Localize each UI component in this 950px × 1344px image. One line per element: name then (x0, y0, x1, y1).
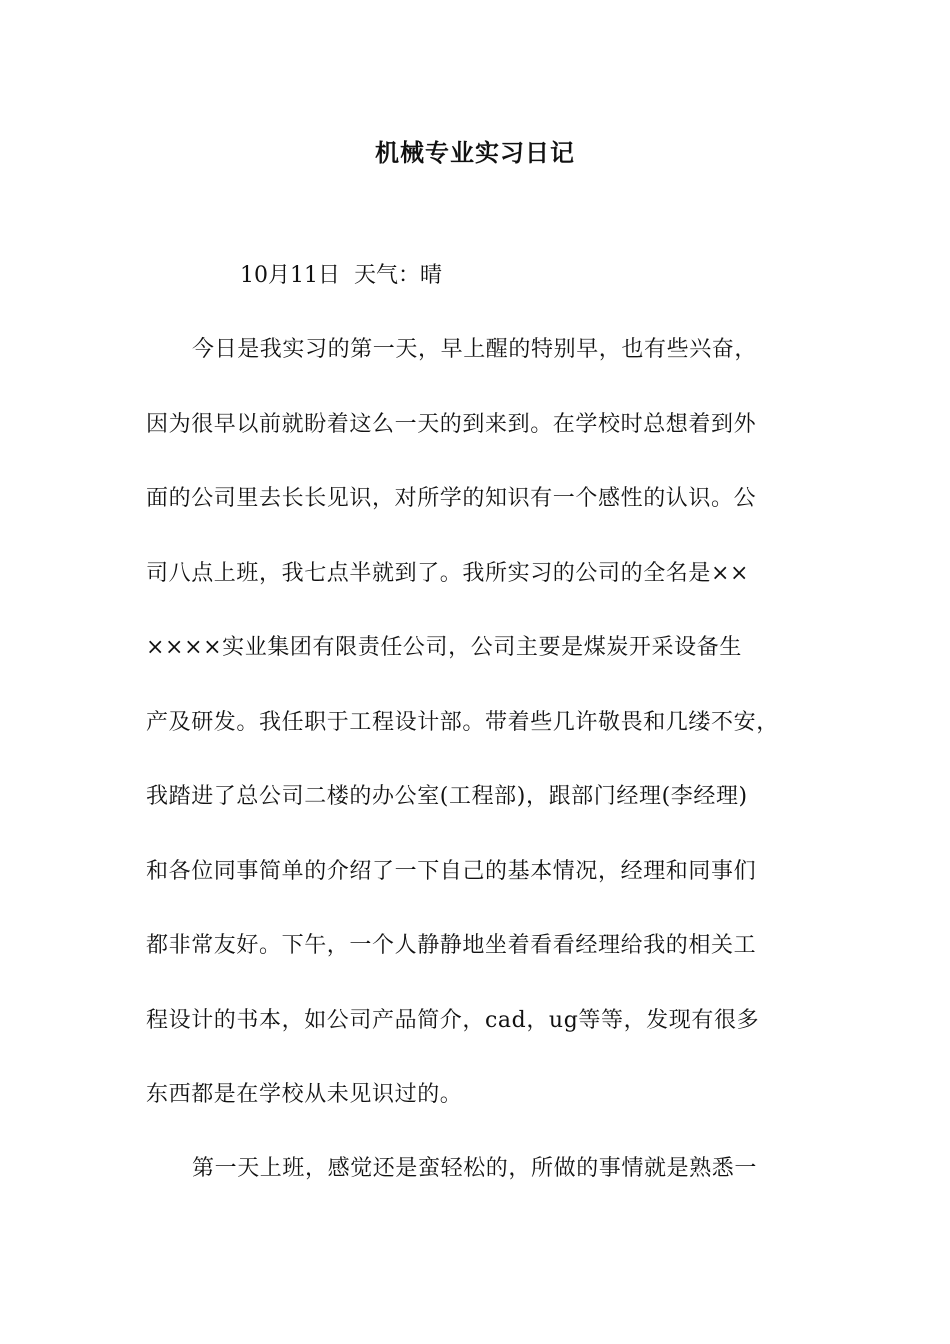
text-line: 因为很早以前就盼着这么一天的到来到。在学校时总想着到外 (146, 411, 757, 437)
text-line: 我踏进了总公司二楼的办公室(工程部)，跟部门经理(李经理) (146, 784, 748, 809)
text-line: 程设计的书本，如公司产品简介，cad，ug等等，发现有很多 (146, 1007, 760, 1033)
text-line: 产及研发。我任职于工程设计部。带着些几许敬畏和几缕不安， (146, 709, 779, 735)
text-line: 和各位同事简单的介绍了一下自己的基本情况，经理和同事们 (146, 858, 757, 884)
text-line: 面的公司里去长长见识，对所学的知识有一个感性的认识。公 (146, 486, 757, 511)
text-line: 司八点上班，我七点半就到了。我所实习的公司的全名是×× (146, 560, 750, 586)
document-title: 机械专业实习日记 (375, 138, 575, 167)
paragraph-2 (146, 1147, 836, 1222)
paragraph-1 (146, 328, 836, 1148)
text-line: ××××实业集团有限责任公司，公司主要是煤炭开采设备生 (146, 635, 742, 660)
text-line: 都非常友好。下午，一个人静静地坐着看看经理给我的相关工 (146, 933, 757, 958)
text-line: 东西都是在学校从未见识过的。 (146, 1082, 463, 1107)
text-line: 第一天上班，感觉还是蛮轻松的，所做的事情就是熟悉一 (192, 1156, 758, 1181)
text-line: 今日是我实习的第一天，早上醒的特别早，也有些兴奋， (192, 337, 758, 362)
diary-date-weather: 10月11日 天气：晴 (240, 263, 442, 288)
